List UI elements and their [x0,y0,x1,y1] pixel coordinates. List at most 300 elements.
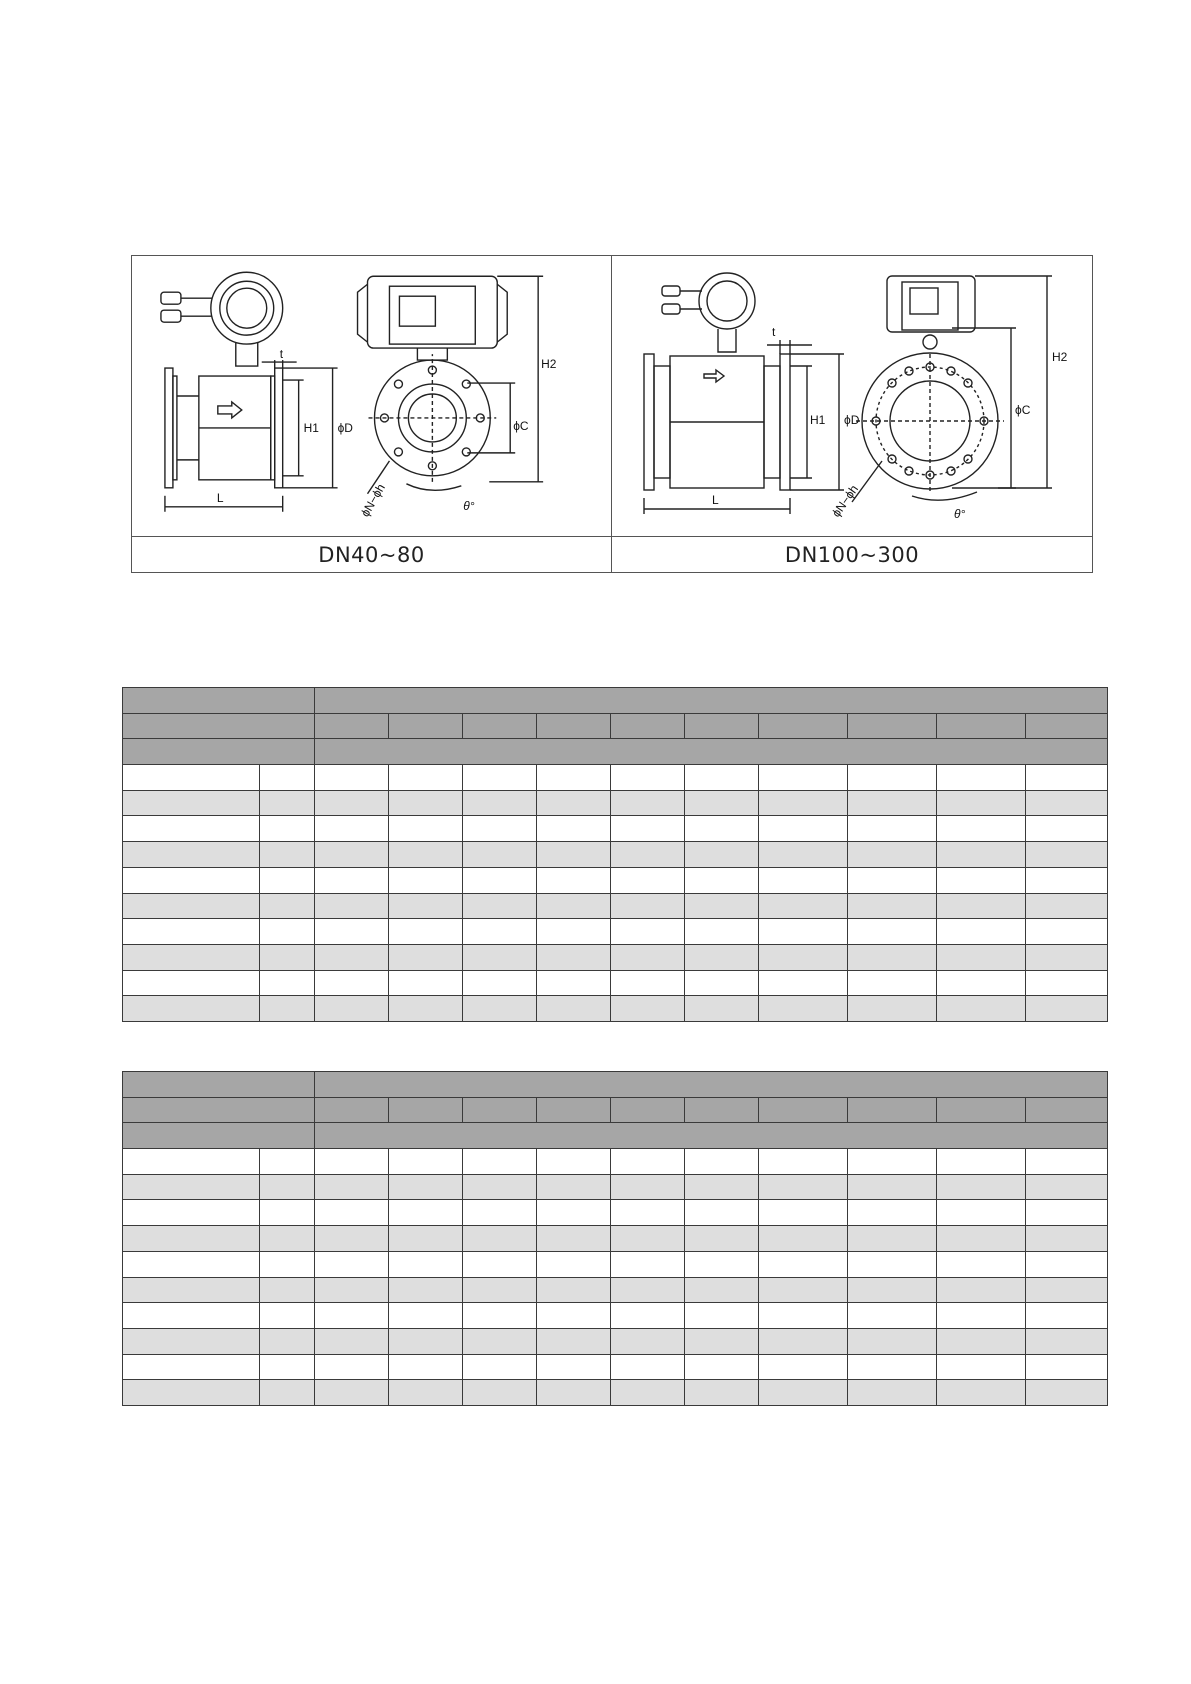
table-cell [1026,1149,1108,1175]
table-cell [123,893,260,919]
label-n: ϕN−ϕh [357,481,388,520]
table-cell [260,893,315,919]
table-cell [759,790,848,816]
table-cell [848,1303,937,1329]
table-row [123,790,1108,816]
table-cell [389,1097,463,1123]
table-cell [759,1328,848,1354]
table-cell [1026,893,1108,919]
flowmeter-drawing-dn100-300 [612,256,1092,536]
flow-arrow [704,370,724,382]
table-cell [848,1251,937,1277]
table-cell [315,739,1108,765]
table-cell [260,1226,315,1252]
table-cell [389,867,463,893]
table-cell [123,765,260,791]
table-cell [123,713,315,739]
table-cell [537,919,611,945]
table-cell [389,970,463,996]
table-cell [848,944,937,970]
table-cell [685,944,759,970]
table-cell [315,1149,389,1175]
table-cell [937,816,1026,842]
table-cell [611,1277,685,1303]
table-cell [123,867,260,893]
label-h1: H1 [303,420,319,435]
table-cell [315,867,389,893]
flow-arrow [218,402,242,418]
table-cell [537,996,611,1022]
table-cell [848,1097,937,1123]
table-cell [937,1174,1026,1200]
table-cell [315,1380,389,1406]
table-cell [848,713,937,739]
table-cell [389,996,463,1022]
flowmeter-drawing-dn40-80 [132,256,611,536]
figure-caption: DN100~300 [612,536,1092,572]
table-cell [537,1328,611,1354]
table-cell [315,919,389,945]
table-cell [848,1174,937,1200]
table-cell [315,1251,389,1277]
table-cell [389,1303,463,1329]
table-cell [315,944,389,970]
table-cell [315,713,389,739]
table-cell [389,1277,463,1303]
table-cell [463,713,537,739]
table-cell [389,893,463,919]
table-cell [260,1354,315,1380]
table-cell [611,1226,685,1252]
table-cell [848,790,937,816]
table-cell [123,1303,260,1329]
table-cell [848,765,937,791]
table-cell [848,996,937,1022]
table-cell [611,919,685,945]
table-cell [537,1097,611,1123]
table-cell [389,1251,463,1277]
table-cell [1026,970,1108,996]
table-row [123,765,1108,791]
flange-left [165,368,173,488]
table-row [123,1380,1108,1406]
table-cell [315,765,389,791]
table-cell [537,1226,611,1252]
table-cell [463,790,537,816]
table-cell [937,970,1026,996]
table-cell [260,1251,315,1277]
table-cell [123,790,260,816]
table-row [123,816,1108,842]
label-c: ϕC [513,418,529,433]
table-cell [315,1174,389,1200]
table-cell [389,1149,463,1175]
converter-head-side [211,272,283,344]
table-cell [1026,944,1108,970]
table-cell [611,970,685,996]
table-cell [463,1303,537,1329]
table-cell [389,944,463,970]
table-cell [937,1251,1026,1277]
table-row [123,970,1108,996]
table-cell [937,790,1026,816]
table-cell [260,1277,315,1303]
table-cell [389,713,463,739]
table-cell [389,1174,463,1200]
table-cell [611,1303,685,1329]
table-cell [1026,713,1108,739]
table-cell [260,1303,315,1329]
table-cell [123,816,260,842]
table-cell [463,996,537,1022]
table-cell [685,765,759,791]
table-cell [389,1328,463,1354]
table-cell [463,1354,537,1380]
label-c: ϕC [1015,403,1031,417]
label-h2: H2 [1052,350,1068,364]
table-cell [537,790,611,816]
table-cell [848,1354,937,1380]
table-cell [123,1354,260,1380]
table-row [123,944,1108,970]
table-cell [123,1328,260,1354]
table-cell [537,970,611,996]
table-cell [685,816,759,842]
table-cell [611,765,685,791]
table-cell [937,1097,1026,1123]
table-cell [315,996,389,1022]
table-cell [611,1149,685,1175]
table-cell [937,1328,1026,1354]
table-cell [1026,1277,1108,1303]
table-cell [123,944,260,970]
table-cell [260,944,315,970]
table-cell [611,1174,685,1200]
table-cell [260,790,315,816]
table-cell [611,1251,685,1277]
table-cell [123,1174,260,1200]
table-cell [685,1354,759,1380]
table-cell [463,1328,537,1354]
table-cell [260,1149,315,1175]
table-cell [937,1200,1026,1226]
table-cell [463,1097,537,1123]
table-cell [389,816,463,842]
table-cell [685,713,759,739]
table-cell [937,893,1026,919]
table-cell [1026,1354,1108,1380]
table-cell [123,1277,260,1303]
table-cell [315,893,389,919]
table-cell [759,970,848,996]
label-n: ϕN−ϕh [828,482,861,520]
label-h2: H2 [541,357,557,372]
table-cell [537,893,611,919]
table-cell [685,1380,759,1406]
cable-gland-bottom [161,310,181,322]
table-cell [537,944,611,970]
table-cell [463,765,537,791]
table-cell [123,739,315,765]
table-cell [463,1251,537,1277]
flange-right [780,354,790,490]
table-cell [260,842,315,868]
table-cell [685,1328,759,1354]
table-cell [759,842,848,868]
table-cell [315,842,389,868]
table-cell [315,1072,1108,1098]
table-row [123,1149,1108,1175]
table-cell [1026,765,1108,791]
table-cell [537,1251,611,1277]
table-row [123,1328,1108,1354]
table-row [123,867,1108,893]
table-cell [123,996,260,1022]
table-cell [123,1200,260,1226]
table-row [123,842,1108,868]
table-cell [937,1149,1026,1175]
table-row [123,1226,1108,1252]
table-row [123,1354,1108,1380]
table-cell [611,944,685,970]
table-cell [848,1380,937,1406]
table-cell [1026,816,1108,842]
table-row [123,996,1108,1022]
table-cell [937,765,1026,791]
table-cell [759,1277,848,1303]
table-cell [759,713,848,739]
table-cell [611,1200,685,1226]
table-cell [463,970,537,996]
table-cell [1026,867,1108,893]
table-cell [123,919,260,945]
flange-right [275,368,283,488]
table-cell [123,1149,260,1175]
table-cell [848,1277,937,1303]
table-cell [123,1251,260,1277]
table-cell [537,816,611,842]
table-cell [685,996,759,1022]
table-cell [685,1149,759,1175]
table-cell [1026,1328,1108,1354]
table-row [123,893,1108,919]
table-cell [937,1277,1026,1303]
table-cell [611,867,685,893]
table-cell [537,1380,611,1406]
table-cell [315,688,1108,714]
table-cell [685,1174,759,1200]
table-cell [123,1097,315,1123]
table-cell [537,765,611,791]
table-cell [260,1174,315,1200]
table-row [123,1200,1108,1226]
table-row [123,919,1108,945]
table-cell [260,816,315,842]
table-cell [848,1328,937,1354]
label-theta: θ° [954,507,966,521]
table-cell [463,1380,537,1406]
table-cell [1026,1380,1108,1406]
converter-head-front [887,276,975,332]
figure-caption: DN40~80 [132,536,611,572]
table-cell [611,790,685,816]
table-cell [463,842,537,868]
label-t: t [279,347,284,362]
table-cell [759,1226,848,1252]
table-cell [389,1354,463,1380]
table-cell [389,1200,463,1226]
table-cell [315,1200,389,1226]
table-cell [537,1354,611,1380]
table-row [123,1277,1108,1303]
table-cell [537,1149,611,1175]
table-cell [685,1277,759,1303]
table-cell [463,867,537,893]
table-cell [537,1303,611,1329]
table-cell [611,893,685,919]
table-cell [463,816,537,842]
table-cell [685,1097,759,1123]
table-cell [123,970,260,996]
table-cell [123,1123,315,1149]
figure-panel-dn40-80 [132,256,612,572]
table-cell [260,996,315,1022]
table-cell [1026,1097,1108,1123]
table-cell [260,1200,315,1226]
table-cell [463,893,537,919]
table-cell [937,1354,1026,1380]
table-cell [759,1174,848,1200]
table-cell [611,1328,685,1354]
table-cell [260,1380,315,1406]
table-cell [260,765,315,791]
converter-head-front [368,276,498,348]
table-cell [123,1072,315,1098]
table-cell [1026,996,1108,1022]
table-cell [315,1123,1108,1149]
table-header-row [123,688,1108,714]
table-cell [759,919,848,945]
table-header-row [123,1072,1108,1098]
table-cell [537,1174,611,1200]
table-cell [463,944,537,970]
table-cell [537,1200,611,1226]
table-row [123,1251,1108,1277]
label-t: t [772,325,776,339]
table-cell [848,1226,937,1252]
table-cell [759,893,848,919]
table-cell [848,893,937,919]
table-cell [759,1200,848,1226]
table-cell [389,1380,463,1406]
table-cell [123,688,315,714]
table-cell [759,1380,848,1406]
table-cell [759,1251,848,1277]
table-cell [937,842,1026,868]
table-cell [1026,842,1108,868]
table-cell [260,919,315,945]
table-cell [759,1354,848,1380]
table-cell [463,1174,537,1200]
table-row [123,1174,1108,1200]
table-cell [848,867,937,893]
table-cell [611,842,685,868]
table-cell [1026,1226,1108,1252]
table-cell [685,790,759,816]
table-cell [611,1354,685,1380]
table-cell [848,1149,937,1175]
table-cell [685,1303,759,1329]
table-cell [537,867,611,893]
table-cell [685,842,759,868]
flange-left [644,354,654,490]
table-cell [1026,790,1108,816]
table-cell [759,867,848,893]
table-cell [937,1303,1026,1329]
table-cell [315,1354,389,1380]
table-cell [389,842,463,868]
cable-gland-top [161,292,181,304]
table-cell [848,919,937,945]
table-cell [463,919,537,945]
table-cell [315,790,389,816]
table-cell [937,944,1026,970]
dimension-figure [131,255,1093,573]
table-cell [389,765,463,791]
table-cell [759,765,848,791]
dimension-table-2 [122,1071,1108,1406]
table-cell [389,790,463,816]
label-h1: H1 [810,413,826,427]
table-row [123,1303,1108,1329]
table-cell [1026,1174,1108,1200]
table-cell [537,1277,611,1303]
table-header-row [123,713,1108,739]
table-cell [937,713,1026,739]
label-d: ϕD [844,413,860,427]
table-cell [537,713,611,739]
table-cell [937,1380,1026,1406]
table-cell [1026,1303,1108,1329]
label-l: L [712,493,719,507]
table-cell [611,816,685,842]
label-theta: θ° [463,498,475,513]
table-cell [260,970,315,996]
table-cell [685,970,759,996]
table-cell [315,1328,389,1354]
table-cell [537,842,611,868]
table-cell [1026,1200,1108,1226]
table-cell [315,1303,389,1329]
table-cell [685,867,759,893]
table-cell [463,1149,537,1175]
table-cell [685,1226,759,1252]
table-cell [937,1226,1026,1252]
table-cell [260,867,315,893]
table-header-row [123,1097,1108,1123]
table-cell [611,996,685,1022]
table-cell [759,944,848,970]
table-cell [1026,919,1108,945]
table-cell [389,1226,463,1252]
table-cell [759,1149,848,1175]
table-cell [123,1380,260,1406]
table-cell [389,919,463,945]
table-cell [315,970,389,996]
table-cell [315,1277,389,1303]
label-d: ϕD [337,420,353,435]
table-cell [611,1380,685,1406]
